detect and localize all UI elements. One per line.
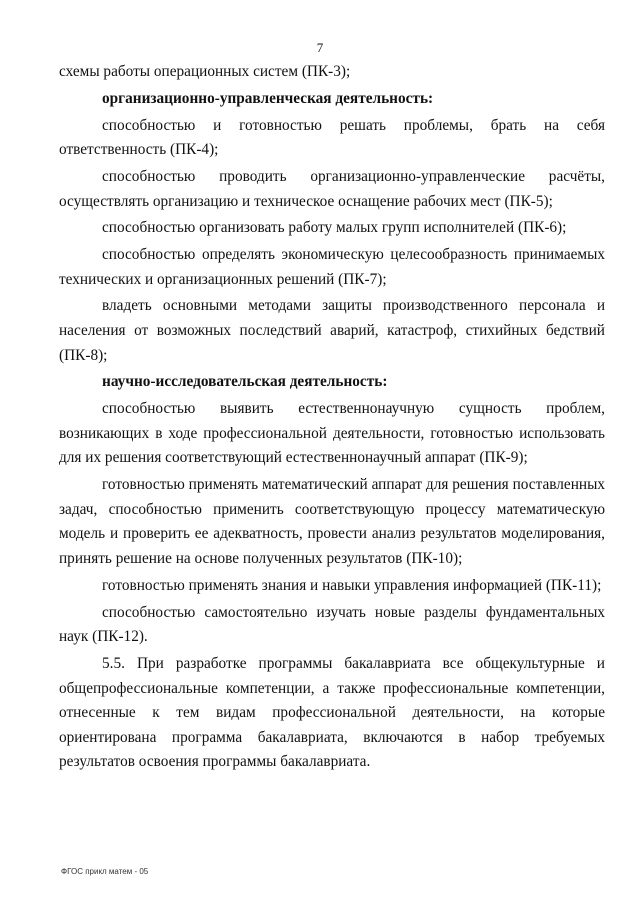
competency-pk6: способностью организовать работу малых групп исполнителей (ПК-6); xyxy=(102,219,567,237)
competency-pk5: способностью проводить организационно-управленческие расчёты, осуществлять организацию и техническое оснащение рабочих мест (ПК-5); xyxy=(59,167,605,210)
clause-5-5: 5.5. При разработке программы бакалавриата все общекультурные и общепрофессиональные компетенции, а также профессиональные компетенции, отнесенные к тем видам профессиональной деятельности, на которые ориентирована программа бакалавриата, включаются в набор требуемых результатов освоения программы бакалавриата. xyxy=(59,654,605,771)
competency-pk9: способностью выявить естественнонаучную сущность проблем, возникающих в ходе профессиональной деятельности, готовностью использовать для их решения соответствующий естественнонаучный аппарат (ПК-9); xyxy=(59,400,605,467)
list-item-continuation: схемы работы операционных систем (ПК-3); xyxy=(59,63,351,80)
page-number: 7 xyxy=(316,40,324,55)
section-heading-research: научно-исследовательская деятельность: xyxy=(102,373,388,391)
competency-pk11: готовностью применять знания и навыки управления информацией (ПК-11); xyxy=(102,576,602,594)
competency-pk4: способностью и готовностью решать проблемы, брать на себя ответственность (ПК-4); xyxy=(59,116,605,159)
section-heading-management: организационно-управленческая деятельность: xyxy=(102,89,434,107)
document-body xyxy=(59,60,605,777)
competency-pk10: готовностью применять математический аппарат для решения поставленных задач, способностью применить соответствующую процессу математическую модель и проверить ее адекватность, провести анализ результатов моделирования, принять решение на основе полученных результатов (ПК-10); xyxy=(59,476,605,567)
competency-pk7: способностью определять экономическую целесообразность принимаемых технических и организационных решений (ПК-7); xyxy=(59,246,605,288)
footer-label: ФГОС прикл матем - 05 xyxy=(61,867,149,876)
competency-pk8: владеть основными методами защиты производственного персонала и населения от возможных последствий аварий, катастроф, стихийных бедствий (ПК-8); xyxy=(59,297,605,364)
competency-pk12: способностью самостоятельно изучать новые разделы фундаментальных наук (ПК-12). xyxy=(59,603,605,646)
